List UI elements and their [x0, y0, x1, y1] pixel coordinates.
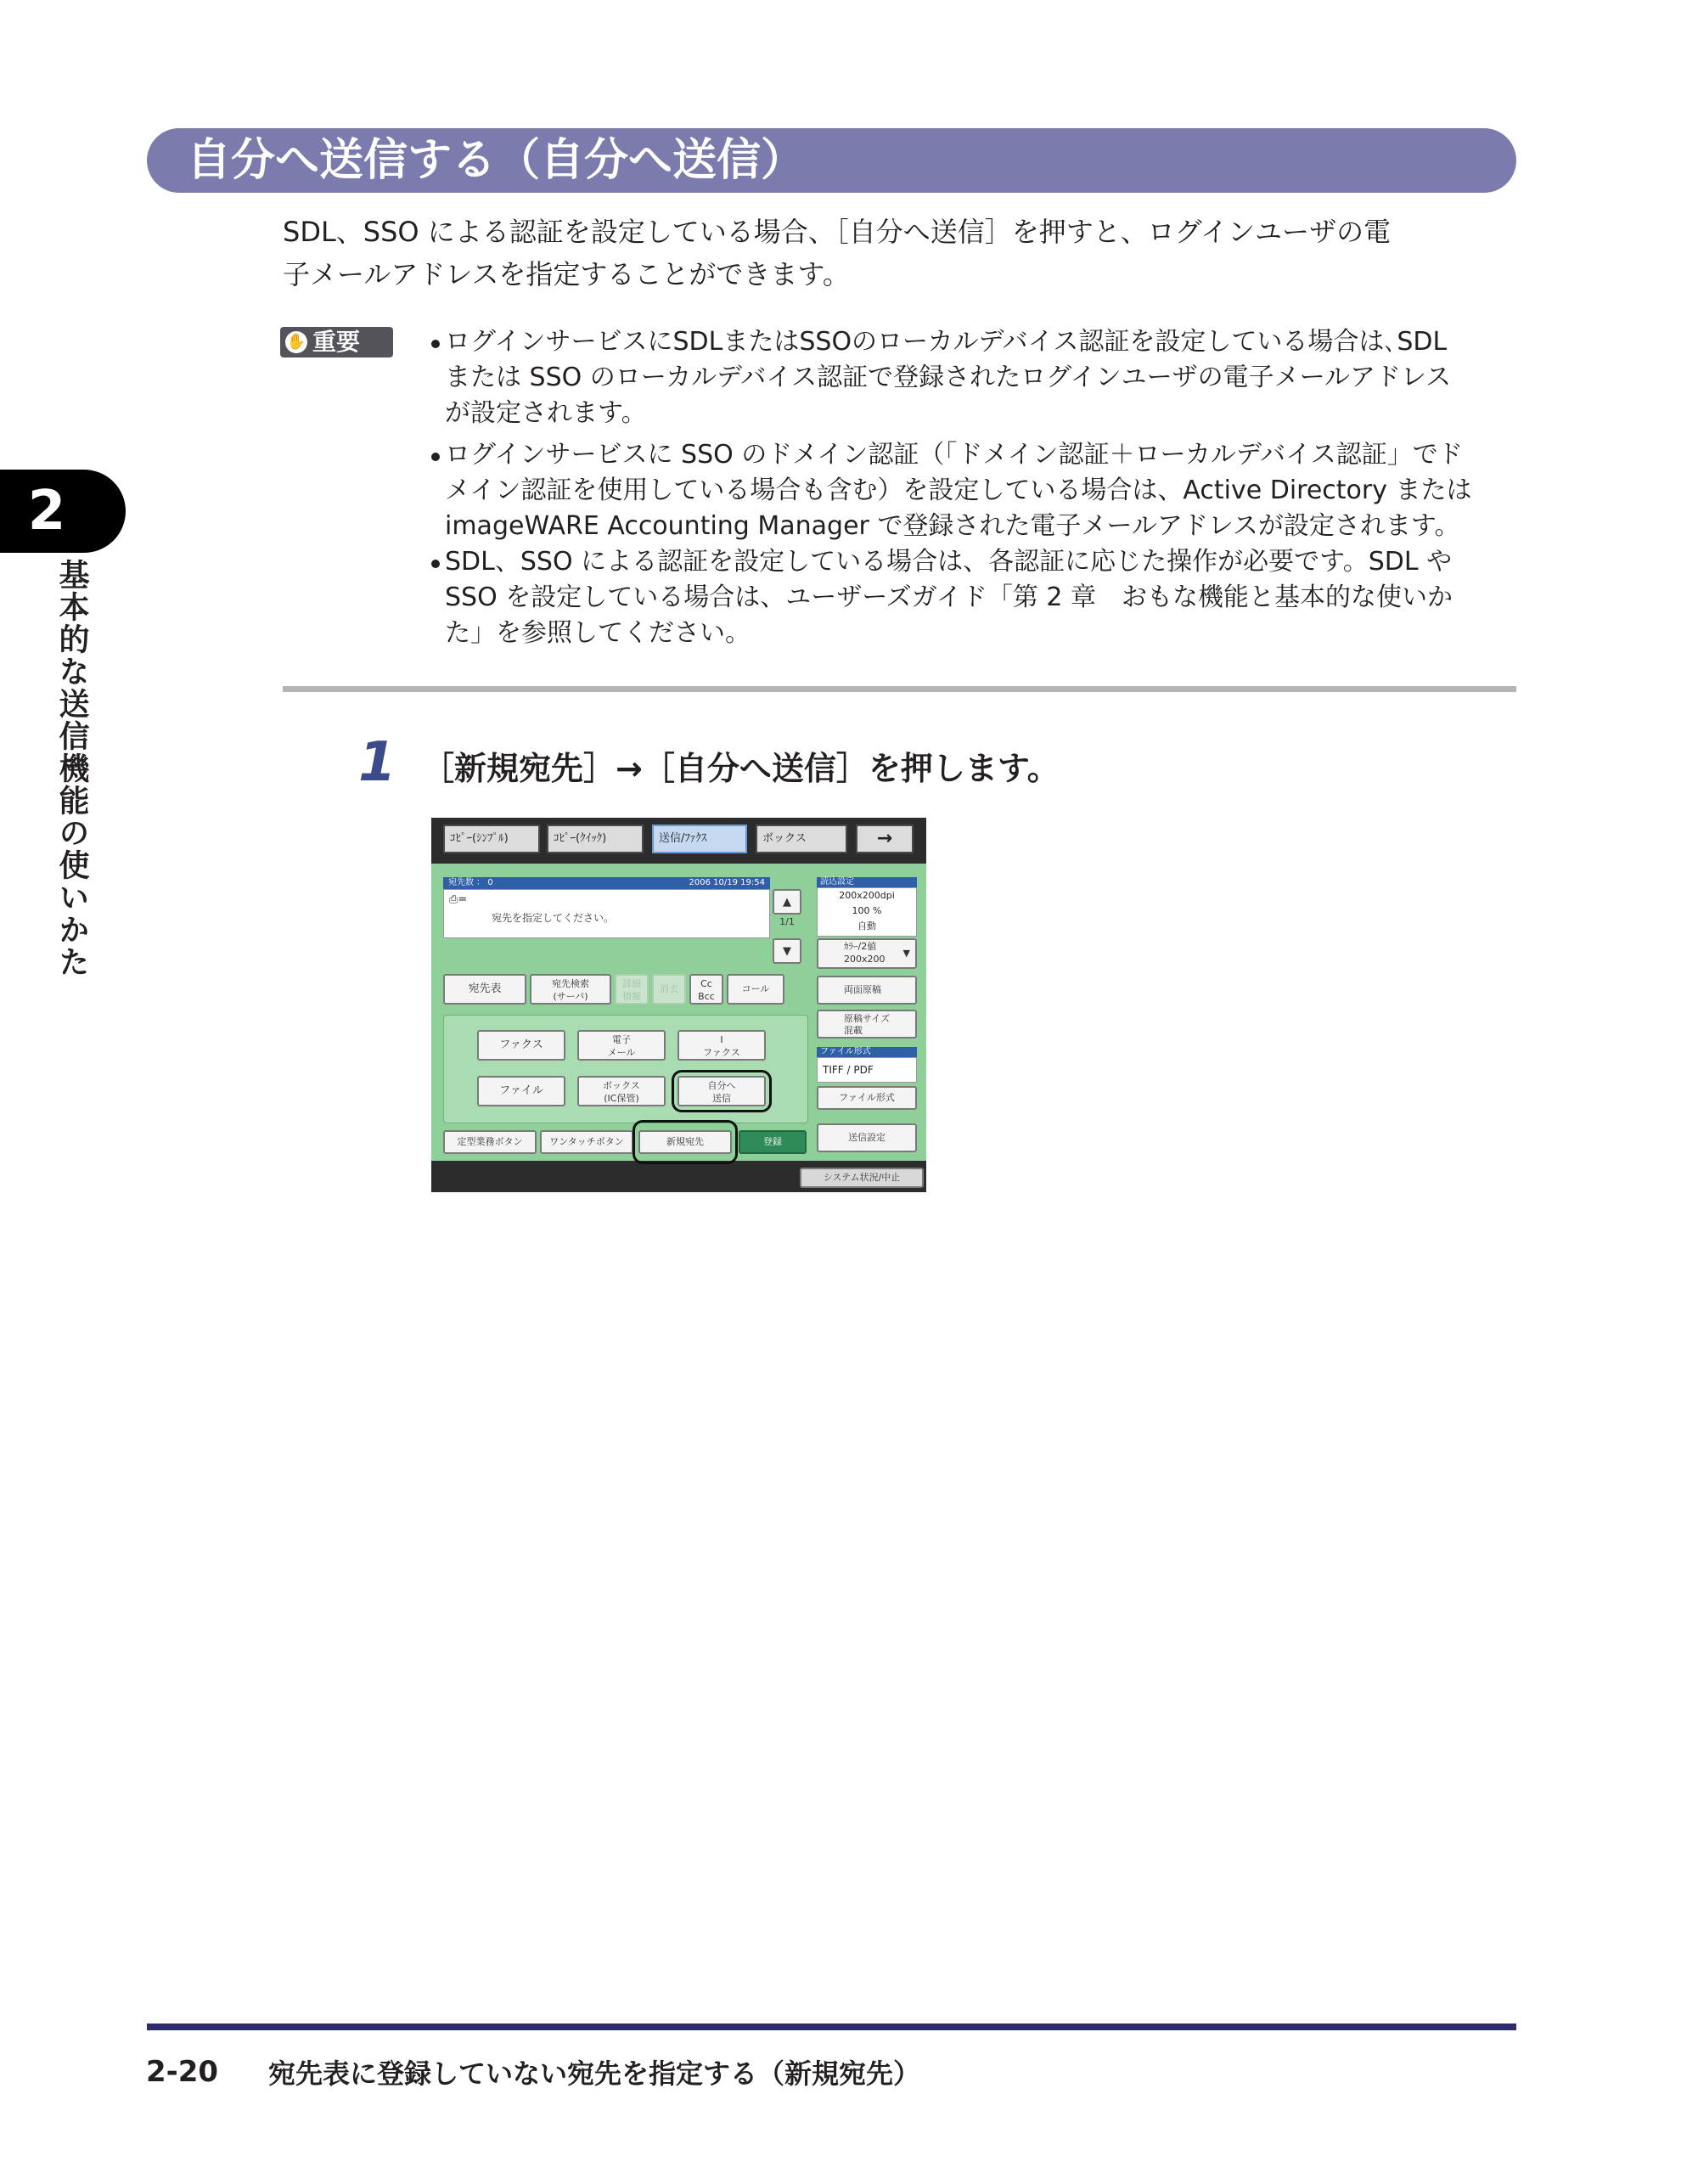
auto-mode: 自動 — [857, 920, 876, 932]
fax-button[interactable]: ファクス — [477, 1030, 565, 1061]
tab-send-fax[interactable] — [652, 825, 747, 853]
chapter-title-vertical: 基本的な送信機能の使いかた — [54, 559, 89, 978]
note-line: SDL、SSO による認証を設定している場合は、各認証に応じた操作が必要です。SDL や — [445, 547, 1453, 577]
important-badge — [280, 327, 393, 357]
details-button[interactable]: 詳細 情報 — [615, 974, 649, 1005]
device-screen-panel — [431, 818, 926, 1192]
chapter-number: 2 — [27, 480, 66, 543]
dest-header — [443, 877, 770, 889]
tab-label: ｺﾋﾟｰ(ｸｲｯｸ) — [554, 832, 607, 845]
tab-copy-simple[interactable] — [443, 825, 540, 853]
chevron-down-icon: ▼ — [902, 948, 910, 959]
important-note-3 — [445, 544, 1516, 651]
bullet-icon — [431, 560, 440, 568]
footer-section-title: 宛先表に登録していない宛先を指定する（新規宛先） — [268, 2057, 921, 2090]
tab-label: ｺﾋﾟｰ(ｼﾝﾌﾟﾙ) — [450, 832, 509, 845]
scroll-down-button[interactable]: ▼ — [773, 938, 801, 964]
page-indicator: 1/1 — [779, 916, 795, 927]
bullet-icon — [431, 340, 440, 348]
file-button[interactable]: ファイル — [477, 1076, 565, 1106]
mixed-size-button[interactable]: 原稿サイズ 混載 — [817, 1010, 917, 1039]
intro-line: 子メールアドレスを指定することができます。 — [283, 258, 850, 290]
fax-icon: ⎙= — [449, 893, 468, 906]
dest-count: 宛先数 ： 0 — [448, 878, 493, 887]
color-mode-select[interactable] — [817, 938, 917, 969]
tab-label: 送信/ﾌｧｸｽ — [659, 832, 707, 845]
cc-bcc-button[interactable]: Cc Bcc — [689, 974, 723, 1005]
dest-prompt: 宛先を指定してください。 — [492, 912, 615, 924]
bullet-icon — [431, 453, 440, 461]
arrow-button[interactable] — [856, 825, 914, 853]
chapter-tab — [0, 470, 126, 553]
system-status-button[interactable]: システム状況/中止 — [800, 1168, 924, 1188]
address-book-button[interactable] — [443, 974, 526, 1005]
read-settings-header: 読込設定 — [817, 877, 917, 887]
note-line: ログインサービスにSDLまたはSSOのローカルデバイス認証を設定している場合は､SDL — [445, 327, 1448, 357]
step-instruction: ［新規宛先］→［自分へ送信］を押します。 — [422, 750, 1060, 787]
delete-button[interactable]: 消去 — [652, 974, 686, 1005]
dest-list[interactable] — [443, 889, 770, 938]
send-settings-button[interactable]: 送信設定 — [817, 1123, 917, 1152]
note-line: imageWARE Accounting Manager で登録された電子メールアドレスが設定されます。 — [445, 511, 1460, 541]
note-line: が設定されます。 — [445, 398, 647, 428]
send-to-myself-highlight — [672, 1070, 772, 1112]
step-number: 1 — [358, 731, 396, 794]
note-line: SSO を設定している場合は、ユーザーズガイド「第 2 章 おもな機能と基本的な使いか — [445, 583, 1453, 612]
scroll-up-button[interactable]: ▲ — [773, 889, 801, 915]
file-format-header: ファイル形式 — [817, 1047, 917, 1057]
tab-copy-quick[interactable] — [547, 825, 644, 853]
address-search-server-button[interactable]: 宛先検索 (サーバ) — [530, 974, 611, 1005]
tab-label: ボックス — [762, 832, 807, 845]
note-line: ログインサービスに SSO のドメイン認証（「ドメイン認証＋ローカルデバイス認証」でド — [445, 440, 1464, 470]
new-destination-highlight — [633, 1120, 738, 1164]
file-format-value: TIFF / PDF — [817, 1057, 917, 1083]
routine-job-button[interactable]: 定型業務ボタン — [443, 1130, 537, 1154]
note-line: または SSO のローカルデバイス認証で登録されたログインユーザの電子メールアドレス — [445, 363, 1452, 392]
zoom-level: 100 % — [852, 905, 882, 916]
note-line: メイン認証を使用している場合も含む）を設定している場合は、Active Directory または — [445, 476, 1472, 505]
datetime: 2006 10/19 19:54 — [689, 878, 765, 887]
send-to-myself-button[interactable]: 自分へ 送信 — [678, 1076, 766, 1106]
important-label: 重要 — [312, 328, 361, 356]
important-note-1 — [445, 324, 1516, 431]
ifax-button[interactable]: I ファクス — [678, 1030, 766, 1061]
intro-paragraph — [283, 211, 1522, 296]
hand-stop-icon: ✋ — [285, 331, 307, 353]
read-settings-info — [817, 887, 917, 937]
one-touch-button[interactable]: ワンタッチボタン — [540, 1130, 633, 1154]
box-ic-storage-button[interactable]: ボックス (IC保管) — [577, 1076, 666, 1106]
page-number: 2-20 — [146, 2055, 219, 2089]
footer-rule — [147, 2024, 1516, 2030]
color-resolution: 200x200 — [844, 954, 886, 965]
duplex-original-button[interactable]: 両面原稿 — [817, 976, 917, 1005]
new-destination-button[interactable]: 新規宛先 — [638, 1130, 732, 1154]
tab-box[interactable] — [756, 825, 847, 853]
resolution: 200x200dpi — [839, 890, 895, 901]
button-label: 宛先表 — [468, 982, 502, 995]
section-title: 自分へ送信する（自分へ送信） — [187, 135, 806, 186]
color-mode: ｶﾗｰ/2値 — [844, 941, 877, 952]
email-button[interactable]: 電子 メール — [577, 1030, 666, 1061]
note-line: た」を参照してください。 — [445, 618, 751, 648]
intro-line: SDL、SSO による認証を設定している場合、［自分へ送信］を押すと、ログインユーザの電 — [283, 216, 1392, 248]
call-button[interactable]: コール — [727, 974, 784, 1005]
file-format-button[interactable]: ファイル形式 — [817, 1086, 917, 1110]
important-note-2 — [445, 437, 1516, 544]
register-button[interactable]: 登録 — [739, 1130, 807, 1154]
section-divider — [283, 686, 1516, 692]
arrow-right-icon: → — [876, 828, 893, 849]
